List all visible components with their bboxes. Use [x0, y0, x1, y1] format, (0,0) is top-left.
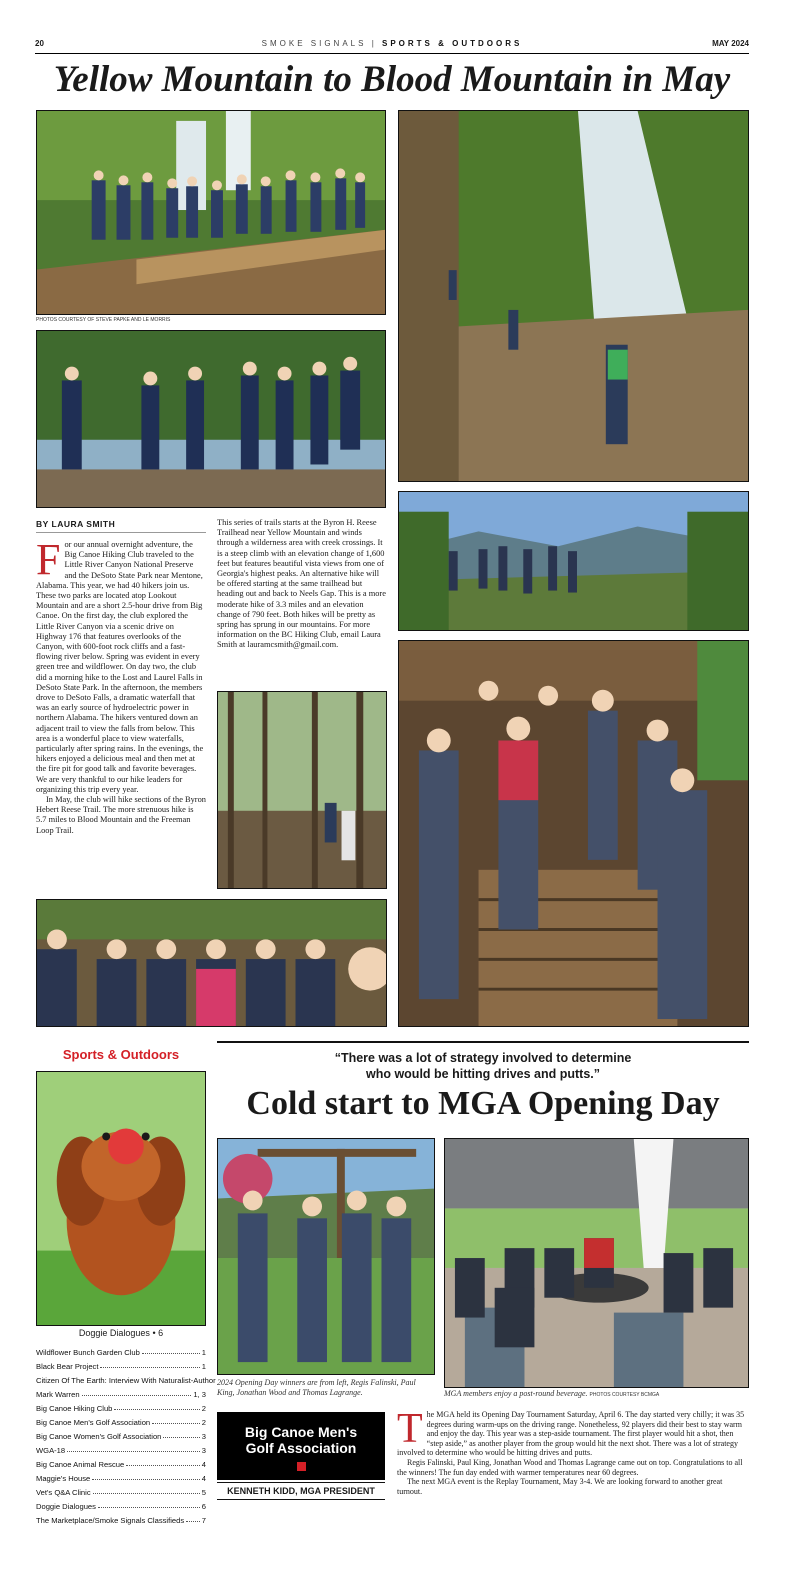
mga-logo-line: Golf Association: [245, 1440, 357, 1456]
toc-item-page: 2: [201, 1404, 206, 1413]
golf-patio-caption-row: [444, 1389, 749, 1400]
toc-item-page: 5: [201, 1488, 206, 1497]
toc-item-name: Vet's Q&A Clinic: [36, 1488, 91, 1497]
toc-leader-dots: [114, 1409, 199, 1410]
hiking-body-col1: [36, 535, 206, 890]
toc-leader-dots: [67, 1451, 200, 1452]
hiking-paragraph: This series of trails starts at the Byron H. Reese Trailhead near Yellow Mountain and winds through a wilderness area with creek crossings. It is a steep climb with an elevation change of 1,600 feet but features beautiful vista views from one of Georgia's highest peaks. An alternative hike will be offered starting at the same trailhead but heading out and back to Neels Gap. This is a more moderate hike of 3.3 miles and an elevation change of 790 feet. Both hikes will be pretty as spring has sprung in our mountains. For more information on the BC Hiking Club, email Laura Smith at lauramcsmith@gmail.com.: [217, 518, 386, 650]
toc-item-page: 3: [201, 1432, 206, 1441]
golf-winners-caption: 2024 Opening Day winners are from left, Regis Falinski, Paul King, Jonathan Wood and Thomas Lagrange.: [217, 1378, 416, 1397]
running-head: [35, 39, 749, 48]
pull-quote-line: who would be hitting drives and putts.”: [365, 1067, 601, 1081]
toc-leader-dots: [92, 1479, 200, 1480]
photo-selfie-group: [36, 899, 387, 1027]
toc-item: [36, 1357, 206, 1371]
golf-body: [397, 1406, 749, 1496]
pull-quote-line: “There was a lot of strategy involved to determine: [334, 1051, 632, 1065]
photo-mountain-vista: [398, 491, 749, 631]
toc-item-name: Wildflower Bunch Garden Club: [36, 1348, 140, 1357]
photo-forest-trail: [217, 691, 387, 889]
golf-photo-credit: PHOTOS COURTESY BCMGA: [589, 1392, 660, 1398]
toc-item: [36, 1441, 206, 1455]
toc-item-page: 1: [201, 1362, 206, 1371]
photo-golf-winners: [217, 1138, 435, 1375]
toc-item-name: Mark Warren: [36, 1390, 80, 1399]
toc-item-page: 6: [201, 1502, 206, 1511]
mga-logo-box: [217, 1412, 385, 1480]
toc-item: [36, 1427, 206, 1441]
toc-leader-dots: [163, 1437, 199, 1438]
photo-dog: [36, 1071, 206, 1326]
toc-item-name: Big Canoe Men's Golf Association: [36, 1418, 151, 1427]
mga-logo-line: Big Canoe Men's: [244, 1424, 358, 1440]
golf-paragraph: he MGA held its Opening Day Tournament Saturday, April 6. The day started very chilly; it was 35 degrees during warm-ups on the driving range. Nonetheless, 92 players did their best to stay warm and enjoy the day. This year was a step-aside tournament. The first player would hit a shot, then “step aside,” as another player from the group would hit the next shot. There was a lot of strategy involved to determine who would be hitting drives and putts.: [397, 1410, 745, 1458]
toc-item: [36, 1399, 206, 1413]
toc-item-name: WGA-18: [36, 1446, 66, 1455]
toc-item: [36, 1385, 206, 1399]
toc-item: [36, 1455, 206, 1469]
toc-leader-dots: [126, 1465, 200, 1466]
toc-item: [36, 1497, 206, 1511]
photo-group-creek: [36, 330, 386, 508]
golf-paragraph: Regis Falinski, Paul King, Jonathan Wood and Thomas Lagrange came out on top. Congratulations to all the winners! The fun day ended with warmer temperatures near 60 degrees.: [397, 1457, 743, 1477]
photo-waterfall-hikers: [398, 110, 749, 482]
toc-leader-dots: [186, 1521, 200, 1522]
toc-item: [36, 1343, 206, 1357]
hiking-byline: BY LAURA SMITH: [36, 519, 206, 533]
toc-item: [36, 1511, 206, 1525]
section-rule: [217, 1041, 749, 1043]
hiking-paragraph: In May, the club will hike sections of the Byron Hebert Reese Trail. The more strenuous hike is 5.7 miles to Blood Mountain and the Freeman Loop Trail.: [36, 795, 206, 835]
golf-patio-caption: MGA members enjoy a post-round beverage.: [444, 1389, 588, 1398]
issue-date: MAY 2024: [712, 39, 749, 48]
toc-item-name: Big Canoe Animal Rescue: [36, 1460, 125, 1469]
toc-item: [36, 1469, 206, 1483]
section-name: SPORTS & OUTDOORS: [382, 39, 523, 48]
toc-leader-dots: [152, 1423, 200, 1424]
toc-item: [36, 1413, 206, 1427]
toc-leader-dots: [93, 1493, 200, 1494]
toc-item: [36, 1371, 216, 1385]
photo-cabin-steps: [398, 640, 749, 1027]
toc-item: [36, 1483, 206, 1497]
drop-cap: F: [36, 535, 61, 584]
hiking-headline: Yellow Mountain to Blood Mountain in May: [53, 59, 731, 100]
toc-item-page: 1, 3: [193, 1390, 206, 1399]
toc-item-page: 3: [201, 1446, 206, 1455]
toc-item-name: Big Canoe Women's Golf Association: [36, 1432, 162, 1441]
toc-leader-dots: [142, 1353, 200, 1354]
toc-item-name: Black Bear Project: [36, 1362, 99, 1371]
toc-item-page: 2: [201, 1418, 206, 1427]
mga-signoff: KENNETH KIDD, MGA PRESIDENT: [217, 1482, 385, 1500]
toc-item-name: The Marketplace/Smoke Signals Classifieds: [36, 1516, 185, 1525]
page-header: [35, 36, 749, 54]
table-of-contents: [36, 1343, 216, 1525]
drop-cap: T: [397, 1406, 423, 1452]
header-separator: |: [371, 39, 377, 48]
photo-credit: PHOTOS COURTESY OF STEVE PAPKE AND LE MORRIS: [36, 317, 171, 323]
toc-leader-dots: [82, 1395, 192, 1396]
toc-item-page: 7: [201, 1516, 206, 1525]
photo-golf-patio: [444, 1138, 749, 1388]
toc-item-name: Maggie's House: [36, 1474, 91, 1483]
toc-item-name: Citizen Of The Earth: Interview With Naturalist-Author: [36, 1376, 216, 1385]
toc-item-page: 1: [201, 1348, 206, 1357]
hiking-paragraph: or our annual overnight adventure, the Big Canoe Hiking Club traveled to the Little River Canyon National Preserve and the DeSoto State Park near Mentone, Alabama. This year, we had 40 hikers join us. These two parks are located atop Lookout Mountain and are a short 2.5-hour drive from Big Canoe. On the first day, the club explored the Little River Canyon via a scenic drive on Highway 176 that features overlooks of the Canyon, with 600-foot rock cliffs and a fast-flowing river below. Spring was evident in every green tree and wildflower. On day two, the club did a morning hike to the Lost and Laurel Falls in DeSoto State Park. In the afternoon, the members drove to DeSoto Falls, a dramatic waterfall that was an early source of hydroelectric power in northern Alabama. The hikers ventured down an adjacent trail to view the falls from below. This area is a wonderful place to view waterfalls, particularly after spring rains. In the evenings, the hikers enjoyed a delicious meal and then met at the fire pit for good talk and favorite beverages. We are very thankful to our hike leaders for organizing this trip every year.: [36, 540, 204, 794]
sidebar-heading: Sports & Outdoors: [62, 1047, 180, 1062]
toc-item-name: Doggie Dialogues: [36, 1502, 96, 1511]
golf-headline: Cold start to MGA Opening Day: [246, 1085, 720, 1122]
toc-item-page: 4: [201, 1460, 206, 1469]
pull-quote: [217, 1050, 749, 1082]
toc-item-page: 4: [201, 1474, 206, 1483]
golf-paragraph: The next MGA event is the Replay Tournament, May 3-4. We are looking forward to another great turnout.: [397, 1477, 723, 1496]
mga-logo-square: [297, 1462, 306, 1471]
dog-photo-caption: Doggie Dialogues • 6: [78, 1328, 164, 1338]
toc-leader-dots: [100, 1367, 199, 1368]
page-number: 20: [35, 39, 44, 48]
toc-leader-dots: [98, 1507, 200, 1508]
publication-name: SMOKE SIGNALS: [261, 39, 367, 48]
hiking-body-col2: [217, 518, 387, 688]
photo-group-bridge: [36, 110, 386, 315]
toc-item-name: Big Canoe Hiking Club: [36, 1404, 113, 1413]
